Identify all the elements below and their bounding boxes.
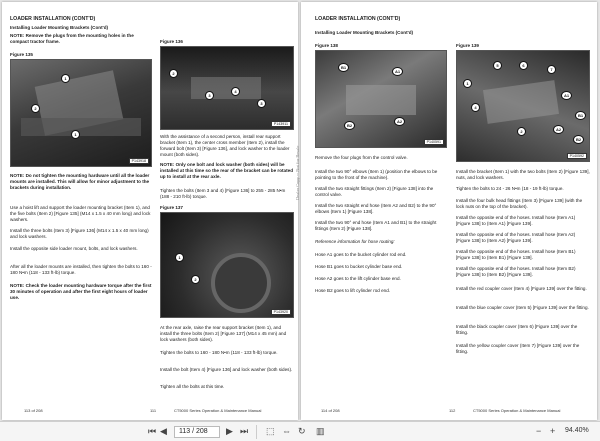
left-footer-pager: 113 of 208 — [24, 408, 43, 413]
right-rpara-10: Install the black coupler cover (Item 6) [Figure 139] over the fitting. — [456, 324, 578, 335]
right-rpara-11: Install the yellow coupler cover (Item 7) [Figure 139] over the fitting. — [456, 343, 580, 354]
left-para-8: Tighten the bolts to 160 - 180 N•m (118 - 133 ft-lb) torque. — [160, 350, 278, 355]
fig136-callout-c: 4 — [231, 87, 240, 96]
fig139-callout-b1: B1 — [575, 111, 586, 120]
fig135-photo — [10, 59, 152, 167]
left-subheader: Installing Loader Mounting Brackets (Cont'd) — [10, 25, 109, 30]
left-note-4: NOTE: Only one bolt and lock washer (both sides) will be installed at this time so the rear of the bracket can be rotated up to install at the rear axle. — [160, 162, 293, 179]
right-rpara-8: Install the red coupler cover (Item 4) [Figure 139] over the fitting. — [456, 286, 587, 291]
right-para-2: Install the two 90° elbows (Item 1) (position the elbows to be pointing to the front of the machine). — [315, 169, 438, 180]
left-page-number: 111 — [150, 408, 157, 413]
fig136-label: Figure 136 — [160, 39, 183, 44]
left-para-4: After all the loader mounts are installed, then tighten the bolts to 160 - 180 N•m (118 - 133 ft-lb) torque. — [10, 264, 152, 275]
prev-page-icon[interactable]: ◀ — [160, 426, 167, 436]
rotate-icon[interactable]: ↻ — [298, 426, 306, 436]
right-para-1: Remove the four plugs from the control valve. — [315, 155, 408, 160]
toolbar-divider — [256, 425, 257, 439]
left-para-1: Use a hoist lift and support the loader mounting bracket (Item 1), and the five bolts (Item 2) [Figure 135] (M14 x 1.5 x 40 mm long) and lock washers. — [10, 205, 151, 222]
right-rpara-7: Install the opposite end of the hoses. Install hose (Item B2) [Figure 138] to (Item B2) [Figure 139]. — [456, 266, 576, 277]
fig139-callout-7: 7 — [547, 65, 556, 74]
fig136-id: P143911 — [271, 121, 291, 127]
left-note-2: NOTE: Do not tighten the mounting hardware until all the loader mounts are installed. This will allow for minor adjustment to the brackets during installation. — [10, 173, 150, 190]
left-para-10: Tighten all the bolts at this time. — [160, 384, 225, 389]
last-page-icon[interactable]: ⏭ — [240, 426, 249, 436]
left-para-7: At the rear axle, raise the rear support bracket (Item 1), and install the three bolts (Item 2) [Figure 137] (M14 x 45 mm) and lock washers (both sides). — [160, 325, 287, 342]
fig139-callout-b2: B2 — [573, 135, 584, 144]
fig136-callout-a: 2 — [169, 69, 178, 78]
fig139-label: Figure 139 — [456, 43, 479, 48]
left-note-1: NOTE: Remove the plugs from the mounting holes in the compact tractor frame. — [10, 33, 134, 44]
watermark: Dealer Copy -- Not for Resale — [295, 145, 300, 200]
viewer-toolbar — [0, 421, 600, 441]
fig136-callout-d: 3 — [257, 99, 266, 108]
left-para-5: With the assistance of a second person, install rear support bracket (Item 1), the center cross member (Item 2), install the forward bolt (Item 3) [Figure 136], and lock washer to the loader mount (both sides). — [160, 134, 290, 157]
right-footer-pager: 114 of 208 — [321, 408, 340, 413]
right-rpara-5: Install the opposite end of the hoses. Install hose (Item A2) [Figure 138] to (Item A2) [Figure 139]. — [456, 232, 576, 243]
fig139-callout-5: 5 — [493, 61, 502, 70]
left-para-9: Install the bolt (Item 4) [Figure 136] and lock washer (both sides). — [160, 367, 293, 372]
left-para-2: Install the three bolts (Item 3) [Figure 136] (M14 x 1.5 x 40 mm long) and lock washers. — [10, 228, 149, 239]
left-footer-title: CT5000 Series Operation & Maintenance Manual — [174, 408, 262, 413]
fig136-callout-b: 3 — [205, 91, 214, 100]
fig135-label: Figure 135 — [10, 52, 33, 57]
left-note-3: NOTE: Check the loader mounting hardware torque after the first 30 minutes of operation and after the first eight hours of loader use. — [10, 283, 152, 300]
right-rpara-9: Install the blue coupler cover (Item 5) [Figure 139] over the fitting. — [456, 305, 589, 310]
fig138-id: P140591 — [424, 139, 444, 145]
right-rpara-4: Install the opposite end of the hoses. Install hose (Item A1) [Figure 138] to (Item A1) [Figure 139]. — [456, 215, 576, 226]
right-para-3: Install the two straight fittings (Item 2) [Figure 138] into the control valve. — [315, 186, 434, 197]
fig138-callout-b2: B2 — [344, 121, 355, 130]
right-hose-3: Hose A2 goes to the lift cylinder base end. — [315, 276, 401, 281]
fig135-callout-c: 1 — [71, 130, 80, 139]
left-header: LOADER INSTALLATION (CONT'D) — [10, 16, 96, 22]
fig137-label: Figure 137 — [160, 205, 183, 210]
page-number-input[interactable]: 113 / 208 — [174, 426, 220, 438]
fig139-id: P140592 — [567, 153, 587, 159]
fig137-callout-b: 2 — [191, 275, 200, 284]
right-header: LOADER INSTALLATION (CONT'D) — [315, 16, 401, 22]
fit-width-icon[interactable]: ⇔ — [282, 426, 291, 436]
fig138-photo — [315, 50, 447, 148]
right-hose-1: Hose A1 goes to the bucket cylinder rod end. — [315, 252, 407, 257]
zoom-out-icon[interactable]: − — [536, 426, 542, 436]
fig139-callout-a2: A2 — [553, 125, 564, 134]
fig139-callout-6: 6 — [519, 61, 528, 70]
right-rpara-6: Install the opposite end of the hoses. Install hose (Item B1) [Figure 138] to (Item B1) [Figure 139]. — [456, 249, 576, 260]
fig139-callout-2: 2 — [517, 127, 526, 136]
right-reference: Reference information for hose routing: — [315, 239, 395, 244]
fig138-callout-a2: A2 — [394, 117, 405, 126]
fig139-callout-1: 1 — [463, 79, 472, 88]
right-rpara-3: Install the four bulk head fittings (Item 3) [Figure 139] (with the lock nuts on the top of the bracket). — [456, 198, 583, 209]
fig136-photo — [160, 46, 294, 130]
zoom-in-icon[interactable]: + — [550, 426, 556, 436]
fit-page-icon[interactable]: ⬚ — [266, 426, 275, 436]
fig137-photo — [160, 212, 294, 318]
right-hose-2: Hose B1 goes to bucket cylinder base end. — [315, 264, 403, 269]
fig135-callout-a: 1 — [61, 74, 70, 83]
right-para-4: Install the two straight end hose (Item A2 and B2) to the 90° elbows (Item 1) [Figure 138]. — [315, 203, 437, 214]
right-rpara-1: Install the bracket (Item 1) with the two bolts (Item 2) [Figure 139], nuts, and lock washers. — [456, 169, 590, 180]
right-subheader: Installing Loader Mounting Brackets (Cont'd) — [315, 30, 414, 35]
fig137-id: P143920 — [271, 309, 291, 315]
right-page — [301, 2, 597, 420]
fig135-id: P143918 — [129, 158, 149, 164]
fig139-callout-a1: A1 — [561, 91, 572, 100]
next-page-icon[interactable]: ▶ — [226, 426, 233, 436]
fig138-callout-b1: B1 — [338, 63, 349, 72]
fig138-label: Figure 138 — [315, 43, 338, 48]
fig137-callout-a: 1 — [175, 253, 184, 262]
left-para-6: Tighten the bolts (Item 3 and 4) [Figure 136] to 255 - 285 N•m (188 - 210 ft-lb) torque. — [160, 188, 286, 199]
first-page-icon[interactable]: ⏮ — [148, 426, 157, 436]
right-page-number: 112 — [449, 408, 456, 413]
right-footer-title: CT5000 Series Operation & Maintenance Manual — [473, 408, 561, 413]
fig135-callout-b: 2 — [31, 104, 40, 113]
fig139-photo — [456, 50, 590, 162]
right-para-5: Install the two 90° end hose (Item A1 and B1) to the straight fittings (Item 2) [Figure 138]. — [315, 220, 437, 231]
fig138-callout-a1: A1 — [392, 67, 403, 76]
right-hose-4: Hose B2 goes to lift cylinder rod end. — [315, 288, 391, 293]
fig139-callout-4: 4 — [471, 103, 480, 112]
two-page-view-icon[interactable]: ▥ — [316, 426, 325, 436]
zoom-level[interactable]: 94.40% — [565, 427, 589, 434]
right-rpara-2: Tighten the bolts to 24 - 26 N•m (18 - 19 ft-lb) torque. — [456, 186, 564, 191]
left-para-3: Install the opposite side loader mount, bolts, and lock washers. — [10, 246, 138, 251]
left-page — [2, 2, 298, 420]
